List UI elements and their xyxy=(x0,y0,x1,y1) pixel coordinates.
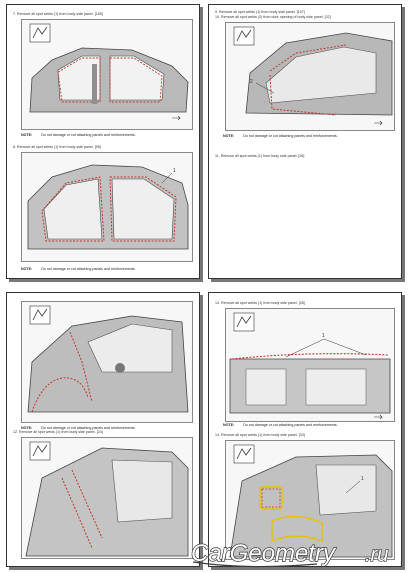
note-2: NOTE: Do not damage or cut attaching panels and reinforcements. xyxy=(21,267,136,271)
manual-page-1 xyxy=(6,4,200,279)
figure-rear-wheel-arch-welds xyxy=(21,301,193,423)
step-13-text: 13. Remove all spot welds (1) from body side panel. [28] xyxy=(215,301,305,305)
note-5: NOTE: Do not damage or cut attaching panels and reinforcements. xyxy=(223,423,338,427)
step-11-text: 11. Remove all spot welds (1) from body side panel. [26] xyxy=(215,154,305,158)
brand-name: CarGeometry xyxy=(191,540,336,567)
figure-rear-pillar-welds xyxy=(21,437,193,559)
manual-page-2 xyxy=(208,4,402,279)
step-12-text: 12. Remove all spot welds (1) from body side panel. [24] xyxy=(13,430,103,434)
figure-door-opening-welds xyxy=(21,152,193,262)
step-8-text: 8. Remove all spot welds (1) from body side panel. [95] xyxy=(13,145,101,149)
step-10-text: 10. Remove all spot welds (2) from door opening of body side panel. [32] xyxy=(215,15,331,19)
figure-roof-rail-welds xyxy=(225,308,395,422)
manual-page-3 xyxy=(6,292,200,567)
callout-2: 2 xyxy=(250,79,253,85)
step-9-text: 9. Remove all spot welds (1) from body side panel. [107] xyxy=(215,10,305,14)
step-7-text: 7. Remove all spot welds (1) from body side panel. [155] xyxy=(13,12,103,16)
callout-1-roof: 1 xyxy=(322,333,325,339)
figure-side-panel-welds xyxy=(21,19,193,130)
note-4: NOTE: Do not damage or cut attaching panels and reinforcements. xyxy=(21,426,136,430)
brand-suffix: .ru xyxy=(365,544,389,566)
figure-quarter-panel-welds xyxy=(225,22,395,131)
step-14-text: 14. Remove all spot welds (1) from body side panel. [33] xyxy=(215,433,305,437)
callout-1: 1 xyxy=(173,168,176,174)
cargeometry-logo xyxy=(187,540,405,568)
manual-page-4 xyxy=(208,292,402,567)
note-1: NOTE: Do not damage or cut attaching panels and reinforcements. xyxy=(21,133,136,137)
note-3: NOTE: Do not damage or cut attaching panels and reinforcements. xyxy=(223,134,338,138)
callout-1-filler: 1 xyxy=(361,476,364,482)
